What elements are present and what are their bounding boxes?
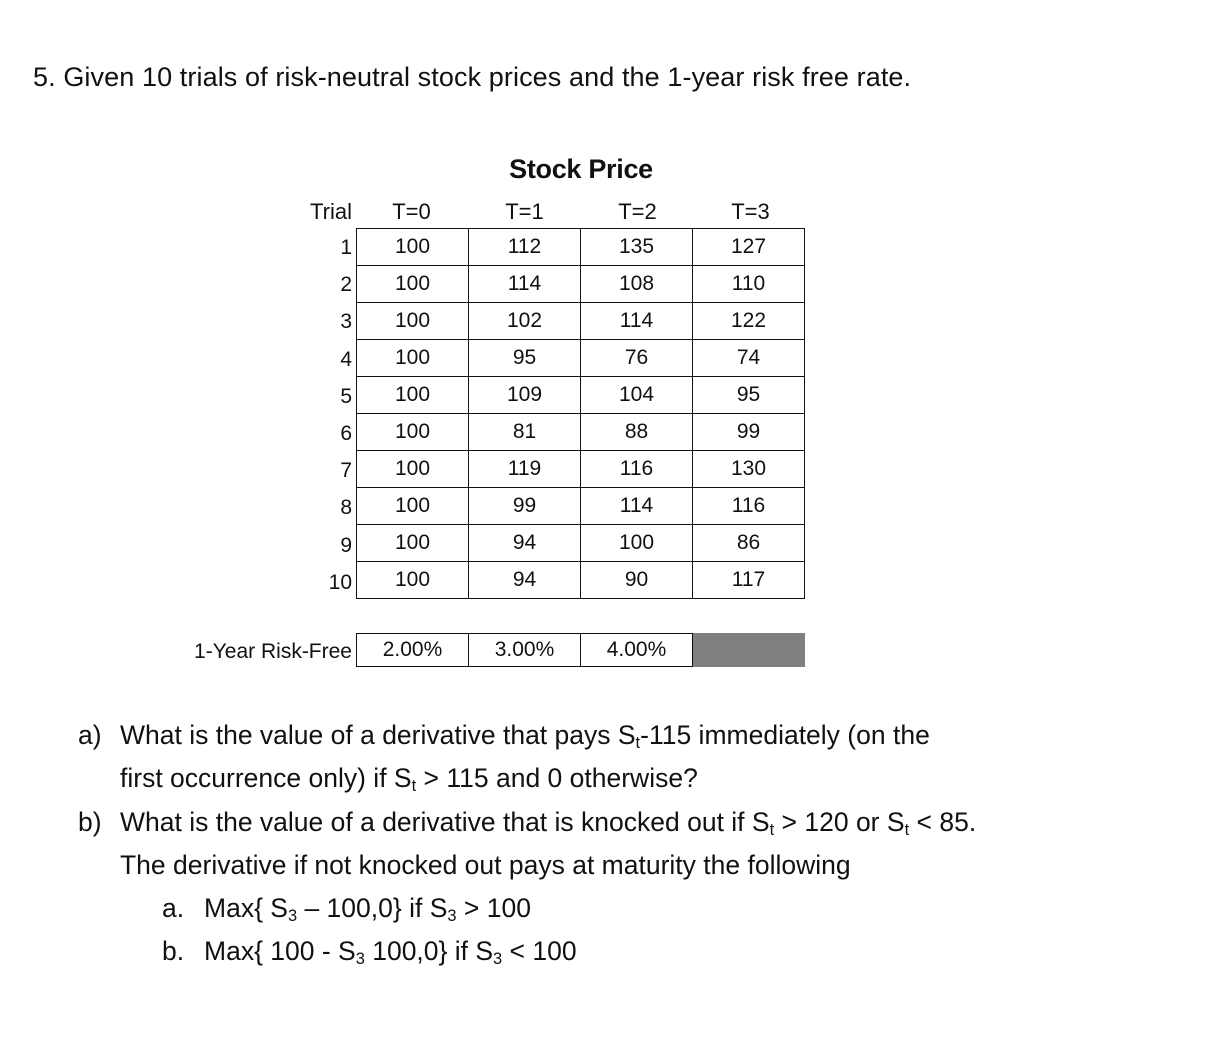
trial-number: 2 — [340, 273, 352, 297]
price-cell: 119 — [469, 451, 581, 488]
part-b-sub-a-marker: a. — [162, 893, 185, 923]
trial-number: 6 — [340, 421, 352, 445]
trial-number: 4 — [340, 347, 352, 371]
time-header-t2: T=2 — [618, 199, 657, 224]
trial-number-column — [296, 229, 352, 601]
trial-number: 9 — [340, 533, 352, 557]
price-cell: 94 — [469, 562, 581, 599]
price-cell: 109 — [469, 377, 581, 414]
table-caption: Stock Price — [509, 154, 653, 184]
stock-price-table — [356, 228, 805, 599]
price-cell: 100 — [357, 562, 469, 599]
text-segment: – 100,0} if S — [297, 893, 448, 923]
price-cell: 100 — [357, 525, 469, 562]
text-segment: > 120 or S — [774, 807, 905, 837]
table-row — [357, 451, 805, 488]
price-cell: 114 — [581, 303, 693, 340]
text-segment: Max{ 100 - S — [204, 936, 356, 966]
trial-number: 3 — [340, 310, 352, 334]
trial-number: 7 — [340, 459, 352, 483]
price-cell: 95 — [693, 377, 805, 414]
price-cell: 135 — [581, 229, 693, 266]
price-cell: 122 — [693, 303, 805, 340]
table-row — [357, 562, 805, 599]
price-cell: 112 — [469, 229, 581, 266]
table-row — [357, 488, 805, 525]
price-cell: 100 — [357, 451, 469, 488]
trial-column-header: Trial — [310, 199, 352, 224]
price-cell: 74 — [693, 340, 805, 377]
price-cell: 95 — [469, 340, 581, 377]
text-segment: What is the value of a derivative that pays S — [120, 720, 636, 750]
table-row — [357, 414, 805, 451]
text-segment: < 85. — [909, 807, 977, 837]
part-b-sub-b — [204, 936, 577, 967]
price-cell: 100 — [357, 488, 469, 525]
price-cell: 127 — [693, 229, 805, 266]
price-cell: 99 — [693, 414, 805, 451]
risk-free-cell: 4.00% — [581, 634, 693, 667]
table-row — [357, 303, 805, 340]
subscript: t — [635, 734, 641, 753]
text-segment: -115 immediately (on the — [640, 720, 930, 750]
price-cell: 76 — [581, 340, 693, 377]
price-cell: 86 — [693, 525, 805, 562]
price-cell: 100 — [357, 229, 469, 266]
text-segment: 100,0} if S — [364, 936, 494, 966]
subscript: t — [411, 777, 417, 796]
subscript: 3 — [447, 907, 457, 926]
risk-free-table — [356, 633, 805, 667]
text-segment: < 100 — [502, 936, 577, 966]
price-cell: 100 — [357, 303, 469, 340]
table-row — [357, 377, 805, 414]
price-cell: 100 — [581, 525, 693, 562]
table-row — [357, 525, 805, 562]
text-segment: What is the value of a derivative that is knocked out if S — [120, 807, 770, 837]
price-cell: 94 — [469, 525, 581, 562]
question-title: 5. Given 10 trials of risk-neutral stock prices and the 1-year risk free rate. — [33, 62, 912, 92]
price-cell: 88 — [581, 414, 693, 451]
price-cell: 114 — [581, 488, 693, 525]
price-cell: 110 — [693, 266, 805, 303]
subscript: t — [904, 821, 910, 840]
text-segment: Max{ S — [204, 893, 288, 923]
time-header-t3: T=3 — [731, 199, 770, 224]
table-row — [357, 229, 805, 266]
price-cell: 100 — [357, 266, 469, 303]
trial-number: 10 — [328, 570, 352, 594]
price-cell: 99 — [469, 488, 581, 525]
subscript: t — [769, 821, 775, 840]
subscript: 3 — [493, 950, 503, 969]
trial-number: 5 — [340, 384, 352, 408]
price-cell: 81 — [469, 414, 581, 451]
price-cell: 102 — [469, 303, 581, 340]
price-cell: 114 — [469, 266, 581, 303]
part-a-line-2 — [120, 763, 698, 794]
price-cell: 100 — [357, 377, 469, 414]
part-b-marker: b) — [78, 807, 102, 837]
risk-free-cell: 2.00% — [357, 634, 469, 667]
table-row — [357, 266, 805, 303]
price-cell: 100 — [357, 414, 469, 451]
price-cell: 90 — [581, 562, 693, 599]
risk-free-label: 1-Year Risk-Free — [194, 640, 352, 663]
part-b-line-1 — [120, 807, 976, 838]
table-row — [357, 634, 805, 667]
text-segment: first occurrence only) if S — [120, 763, 412, 793]
table-row — [357, 340, 805, 377]
price-cell: 100 — [357, 340, 469, 377]
trial-number: 8 — [340, 496, 352, 520]
trial-number: 1 — [340, 236, 352, 259]
subscript: 3 — [355, 950, 365, 969]
risk-free-shaded-cell — [693, 634, 805, 667]
price-cell: 117 — [693, 562, 805, 599]
price-cell: 116 — [693, 488, 805, 525]
text-segment: > 100 — [456, 893, 531, 923]
price-cell: 116 — [581, 451, 693, 488]
part-b-line-2: The derivative if not knocked out pays at maturity the following — [120, 850, 851, 880]
risk-free-cell: 3.00% — [469, 634, 581, 667]
time-header-t0: T=0 — [392, 199, 431, 224]
price-cell: 104 — [581, 377, 693, 414]
price-cell: 130 — [693, 451, 805, 488]
part-a-marker: a) — [78, 720, 102, 750]
part-b-sub-b-marker: b. — [162, 936, 185, 966]
price-cell: 108 — [581, 266, 693, 303]
text-segment: > 115 and 0 otherwise? — [416, 763, 698, 793]
part-b-sub-a — [204, 893, 531, 924]
time-header-t1: T=1 — [505, 199, 544, 224]
subscript: 3 — [287, 907, 298, 926]
part-a-line-1 — [120, 720, 930, 751]
